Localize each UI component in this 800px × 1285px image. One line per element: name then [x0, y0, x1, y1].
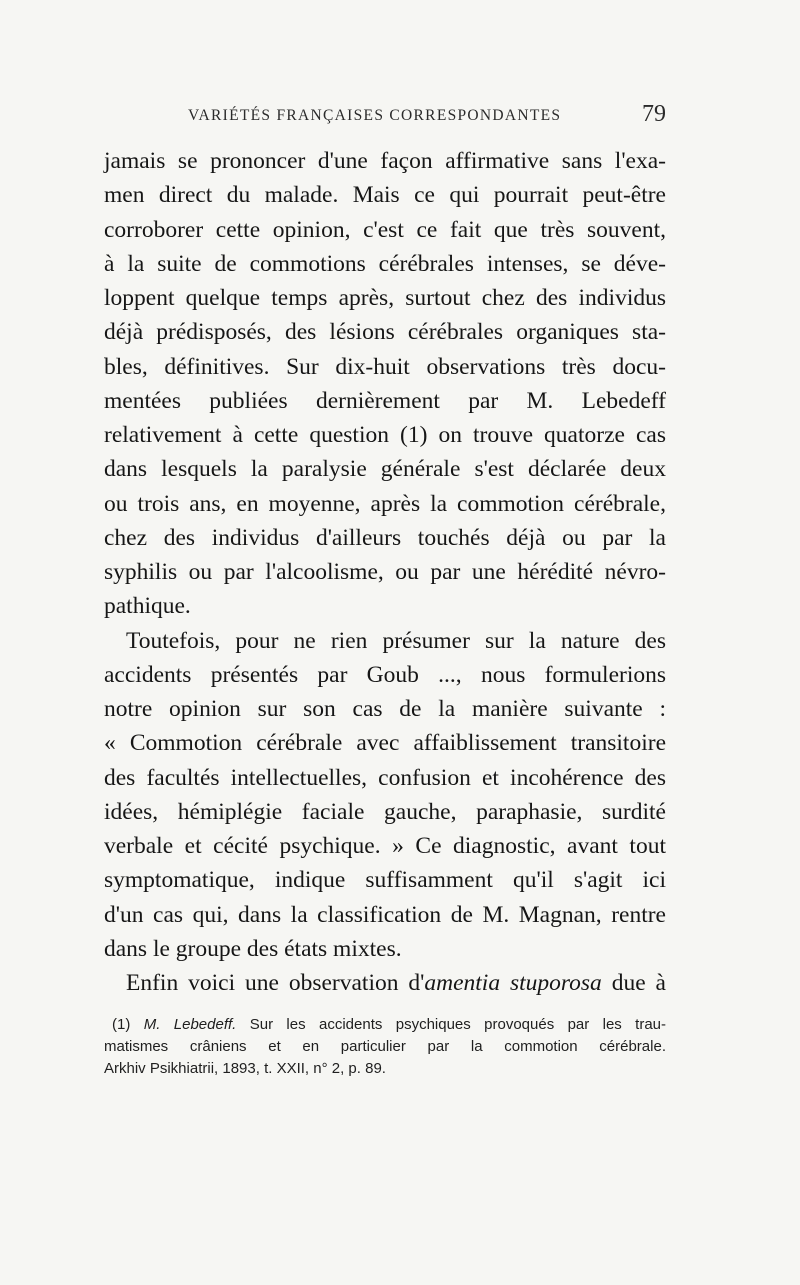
text-line: pathique.: [104, 593, 191, 620]
text-line: à la suite de commotions cérébrales intenses, se déve-: [104, 250, 666, 277]
text-line: Toutefois, pour ne rien présumer sur la nature des: [126, 627, 666, 654]
text-line: dans lesquels la paralysie générale s'est déclarée deux: [104, 456, 666, 483]
text-line: jamais se prononcer d'une façon affirmative sans l'exa-: [104, 148, 666, 174]
body-text: [104, 144, 666, 1000]
footnote: [104, 1014, 666, 1080]
running-head: [104, 101, 666, 131]
footnote-line: Arkhiv Psikhiatrii, 1893, t. XXII, n° 2, p. 89.: [104, 1060, 386, 1077]
italic-term: amentia stuporosa: [424, 970, 602, 996]
footnote-line: matismes crâniens et en particulier par la commotion cérébrale.: [104, 1038, 666, 1055]
text-line: accidents présentés par Goub ..., nous formulerions: [104, 661, 666, 688]
text-line: mentées publiées dernièrement par M. Lebedeff: [104, 387, 666, 414]
text-line: des facultés intellectuelles, confusion et incohérence des: [104, 764, 666, 791]
footnote-author: M. Lebedeff.: [143, 1016, 237, 1033]
text-line: relativement à cette question (1) on trouve quatorze cas: [104, 422, 666, 448]
text-line: syphilis ou par l'alcoolisme, ou par une hérédité névro-: [104, 559, 666, 585]
running-title: VARIÉTÉS FRANÇAISES CORRESPONDANTES: [188, 107, 562, 124]
page-number: 79: [642, 101, 666, 127]
footnote-line: [104, 1014, 666, 1036]
text-line: verbale et cécité psychique. » Ce diagnostic, avant tout: [104, 833, 666, 859]
text-line: ou trois ans, en moyenne, après la commotion cérébrale,: [104, 490, 666, 517]
text-line: notre opinion sur son cas de la manière suivante :: [104, 696, 666, 722]
text-segment: Enfin voici une observation d': [126, 970, 425, 996]
footnote-text: Sur les accidents psychiques provoqués par les trau-: [236, 1016, 667, 1033]
text-line: dans le groupe des états mixtes.: [104, 935, 402, 962]
text-line: chez des individus d'ailleurs touchés déjà ou par la: [104, 524, 666, 551]
text-line: « Commotion cérébrale avec affaiblissement transitoire: [104, 730, 666, 757]
text-segment: due à: [601, 970, 666, 996]
text-line: bles, définitives. Sur dix-huit observations très docu-: [104, 353, 666, 380]
text-line: men direct du malade. Mais ce qui pourrait peut-être: [104, 182, 666, 209]
footnote-marker: (1): [112, 1016, 131, 1033]
text-line: d'un cas qui, dans la classification de M. Magnan, rentre: [104, 901, 666, 928]
text-line: idées, hémiplégie faciale gauche, paraphasie, surdité: [104, 798, 666, 825]
text-line: corroborer cette opinion, c'est ce fait que très souvent,: [104, 216, 666, 243]
text-line: symptomatique, indique suffisamment qu'il s'agit ici: [104, 867, 666, 894]
text-line: déjà prédisposés, des lésions cérébrales organiques sta-: [104, 319, 666, 346]
text-line: [104, 966, 666, 1000]
text-line: loppent quelque temps après, surtout chez des individus: [104, 285, 666, 311]
